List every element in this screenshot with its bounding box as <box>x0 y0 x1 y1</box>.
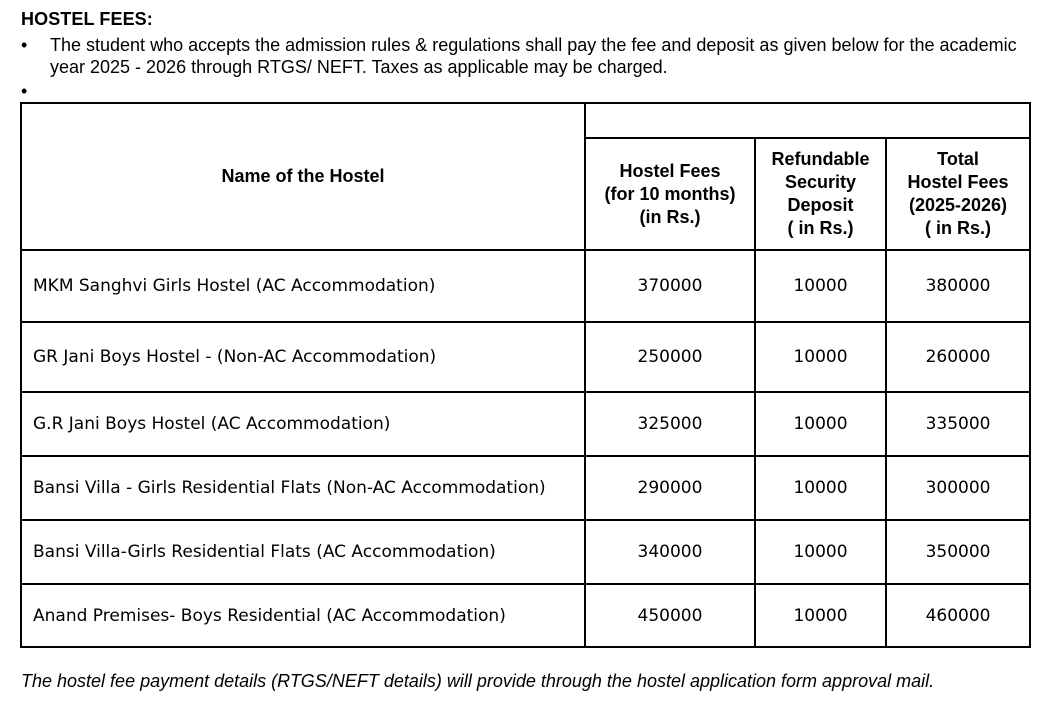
hostel-name: Bansi Villa - Girls Residential Flats (Non-AC Accommodation) <box>21 456 585 520</box>
total-value: 380000 <box>886 250 1030 322</box>
table-row <box>21 250 1030 322</box>
hostel-name: Anand Premises- Boys Residential (AC Accommodation) <box>21 584 585 647</box>
deposit-value: 10000 <box>755 392 886 456</box>
total-value: 260000 <box>886 322 1030 392</box>
payment-details-note: The hostel fee payment details (RTGS/NEFT details) will provide through the hostel application form approval mail. <box>21 671 935 691</box>
bullet-icon: • <box>21 35 28 55</box>
hostel-name: G.R Jani Boys Hostel (AC Accommodation) <box>21 392 585 456</box>
total-value: 460000 <box>886 584 1030 647</box>
deposit-value: 10000 <box>755 520 886 584</box>
table-top-row <box>21 103 1030 138</box>
header-total <box>886 138 1030 250</box>
hostel-fees-table <box>20 102 1031 648</box>
header-fees <box>585 138 755 250</box>
hostel-fees-value: 450000 <box>585 584 755 647</box>
hostel-name: GR Jani Boys Hostel - (Non-AC Accommodation) <box>21 322 585 392</box>
header-deposit-label: Refundable Security Deposit ( in Rs.) <box>771 149 870 238</box>
header-blank-cell <box>585 103 1030 138</box>
section-heading: HOSTEL FEES: <box>21 9 153 29</box>
deposit-value: 10000 <box>755 250 886 322</box>
deposit-value: 10000 <box>755 584 886 647</box>
hostel-fees-value: 340000 <box>585 520 755 584</box>
header-name: Name of the Hostel <box>221 166 385 186</box>
total-value: 335000 <box>886 392 1030 456</box>
hostel-fees-value: 250000 <box>585 322 755 392</box>
deposit-value: 10000 <box>755 456 886 520</box>
bullet-icon: • <box>21 81 28 101</box>
header-deposit <box>755 138 886 250</box>
hostel-name: Bansi Villa-Girls Residential Flats (AC Accommodation) <box>21 520 585 584</box>
bullet-text: The student who accepts the admission rules & regulations shall pay the fee and deposit as given below for the academic year 2025 - 2026 through RTGS/ NEFT. Taxes as applicable may be charged. <box>50 35 1017 77</box>
total-value: 350000 <box>886 520 1030 584</box>
header-total-label: Total Hostel Fees (2025-2026) ( in Rs.) <box>907 149 1009 238</box>
table-row <box>21 322 1030 392</box>
table-row <box>21 520 1030 584</box>
deposit-value: 10000 <box>755 322 886 392</box>
table-row <box>21 392 1030 456</box>
hostel-fees-value: 290000 <box>585 456 755 520</box>
total-value: 300000 <box>886 456 1030 520</box>
hostel-fees-value: 370000 <box>585 250 755 322</box>
table-row <box>21 456 1030 520</box>
header-fees-label: Hostel Fees (for 10 months) (in Rs.) <box>604 160 736 227</box>
header-name-cell <box>21 103 585 250</box>
table-row <box>21 584 1030 647</box>
hostel-fees-value: 325000 <box>585 392 755 456</box>
hostel-name: MKM Sanghvi Girls Hostel (AC Accommodation) <box>21 250 585 322</box>
